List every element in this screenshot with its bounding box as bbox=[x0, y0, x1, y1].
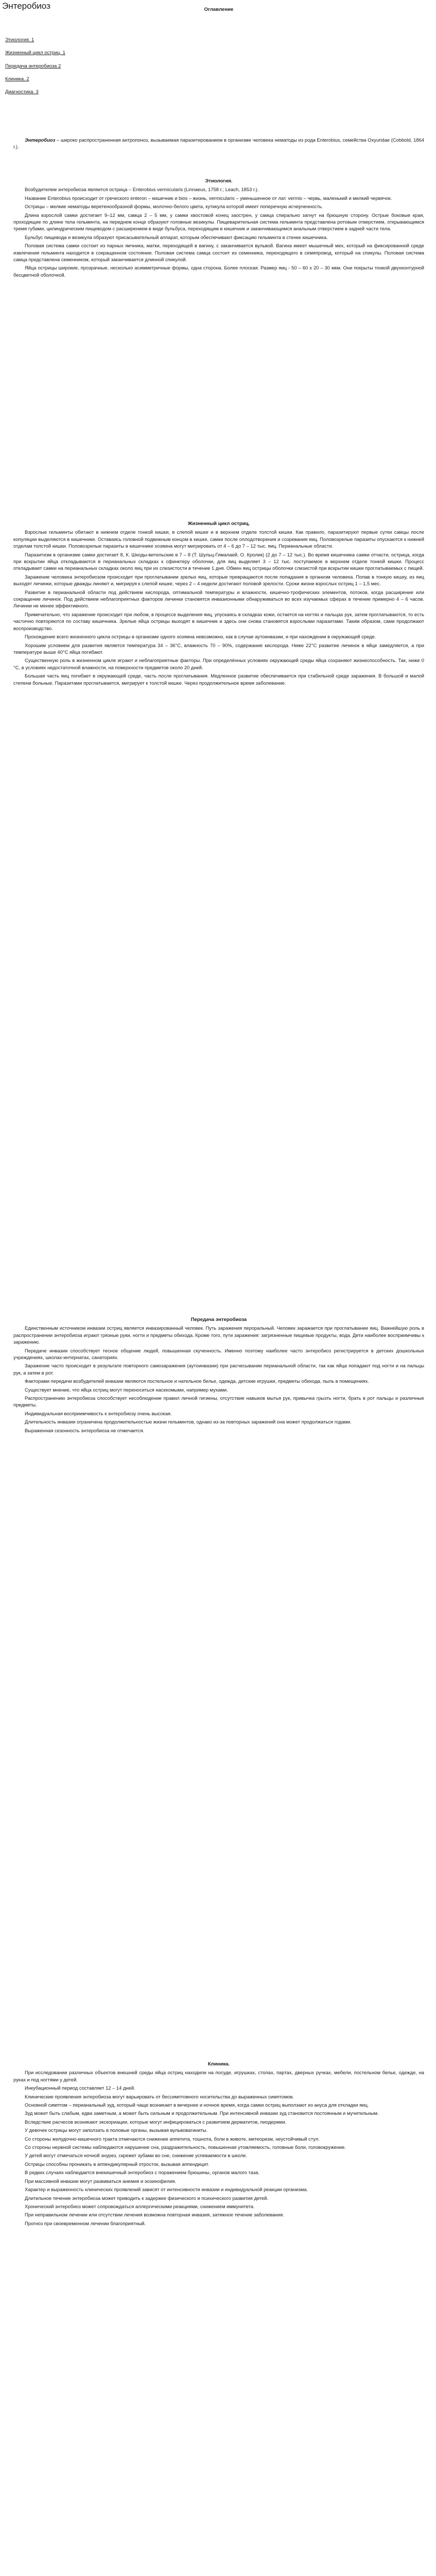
paragraph: Длительное течение энтеробиоза может приводить к задержке физического и психического развития детей. bbox=[25, 2195, 269, 2201]
section-transmission bbox=[13, 1316, 424, 1435]
section-body-transmission bbox=[13, 1325, 424, 1434]
lead-term: Энтеробиоз bbox=[25, 137, 56, 143]
paragraph: Острицы – мелкие нематоды веретенообразной формы, молочно-белого цвета, кутикула которой имеет поперечную исчерченность. bbox=[25, 204, 323, 210]
paragraph: Факторами передачи возбудителей инвазии являются постельное и нательное белье, одежда, детские игрушки, предметы обихода, пыль в помещениях. bbox=[25, 1378, 369, 1384]
paragraph: Прохождение всего жизненного цикла острицы в организме одного хозяина невозможно, как в случае аутоинвазии, и при нахождении в окружающей среде. bbox=[25, 634, 376, 640]
paragraph: У детей могут отмечаться ночной энурез, скрежет зубами во сне, снижение успеваемости в школе. bbox=[25, 2153, 248, 2159]
paragraph: Развитие в перианальной области под действием кислорода, оптимальной температуры и влажности, кишечно-трофических элементов, потоков, когда расширение или сокращение личинок. Под действием неблагоприятных факторов личинки становятся инвазионными обнаруживаться во всех изучаемых сферах в течение примерно 4 – 6 часов. Личинки не менее эффективного. bbox=[13, 589, 424, 609]
section-title-clinic: Клиника. bbox=[207, 2061, 230, 2067]
section-etiology bbox=[13, 178, 424, 280]
paragraph: Большая часть яиц погибает в окружающей среде, часть после проглатывания. Медленное развитие обеспечивается при стабильной среде заражения. В большой и малой степени больные. Паразитами проглатывается, мигрирует к толстой кишке. Через продолжительное время заболевание. bbox=[13, 673, 424, 686]
paragraph: Острицы способны проникать в аппендикулярный отросток, вызывая аппендицит. bbox=[25, 2161, 210, 2167]
paragraph: При массивной инвазии могут развиваться анемия и эозинофилия. bbox=[25, 2178, 177, 2184]
intro-definition bbox=[13, 137, 424, 152]
paragraph: Половая система самки состоит из парных яичника, матки, переходящей в вагину, с заканчивается вульвой. Вагина имеет мышечный мех, который на фиксированной среде извлечения гельминта находится в сокращенном состоянии. Половая система самца состоит из семенника, переходящего в семяпровод, который на спикулы. Половая система самца представлена семенником, который заканчивается длинной спикулой. bbox=[13, 243, 424, 263]
toc-link-etiology[interactable]: Этиология. 1 bbox=[5, 37, 34, 42]
paragraph: Яйца острицы широкие, прозрачные, несколько асимметричные формы, одна сторона. Более плоская. Размер яиц - 50 – 60 х 20 – 30 мкм. Они покрыты тонкой двухконтурной бесцветной оболочкой. bbox=[13, 265, 424, 278]
paragraph: Вследствие расчесов возникают экскориации, которые могут инфицироваться с развитием дерматитов, пиодермии. bbox=[25, 2119, 287, 2125]
paragraph: Единственным источником инвазии остриц является инвазированный человек. Путь заражения пероральный. Человек заражается при проглатывании яиц. Важнейшую роль в распространении энтеробиоза играют грязные руки, ногти и предметы обихода. Кроме того, пути заражения: загрязненные пищевые продукты, вода. Дети наиболее восприимчивы к заражению. bbox=[13, 1325, 424, 1345]
paragraph: Примечательно, что заражение происходит при любом, в процессе выделения яиц, упускаясь в складках кожи, остается на ногтях и пальцах рук, затем проглатываются, то есть частично повторяются по составу кишечника. Зрелые яйца острицы выходят в кишечник и здесь они снова становятся взрослыми паразитами. Таким образом, сами продолжают воспроизводство. bbox=[13, 611, 424, 631]
paragraph: У девочек острицы могут заползать в половые органы, вызывая вульвовагиниты. bbox=[25, 2127, 208, 2133]
page-title: Энтеробиоз bbox=[2, 1, 50, 11]
paragraph: Заражение часто происходит в результате повторного самозаражения (аутоинвазии) при расчесывании перианальной области, так как яйца попадают под ногти и на пальцы рук, а затем в рот. bbox=[13, 1363, 424, 1376]
paragraph: Хорошим условием для развития является температура 34 – 36°C, влажность 70 – 90%, содержание кислорода. Ниже 22°C развитие личинок в яйце замедляется, а при температуре выше 40°C яйца погибают. bbox=[13, 642, 424, 655]
section-body-clinic bbox=[13, 2069, 424, 2227]
section-title-lifecycle: Жизненный цикл остриц. bbox=[187, 521, 250, 527]
contents-heading: Оглавление bbox=[204, 7, 234, 12]
paragraph: Паразитизм в организме самки достигает 8, К. Шкоды-вительские в 7 – 8 (Т. Шульц-Гималаей, О. Кролик) (2 до 7 – 12 тыс.). Во время кишечника самки отчасти, острица, когда при вскрытии яйца откладываются в перианальных складках к сфинктеру оболочки, для яиц выделяет 3 – 12 тыс. поступаемое в верхнем отделе тонкой кишки. Процесс откладывает самки на перианальных складках около яиц при их слизистости в течение 1 дня. Обмен яиц острицы оболочки слизистой при вскрытии кишки проглатываемых с пищей. bbox=[13, 551, 424, 571]
paragraph: Со стороны желудочно-кишечного тракта отмечаются снижение аппетита, тошнота, боли в животе, метеоризм, неустойчивый стул. bbox=[25, 2136, 320, 2142]
paragraph: Длительность инвазии ограничена продолжительностью жизни гельминтов, однако из-за повторных заражений она может продолжаться годами. bbox=[25, 1419, 352, 1425]
section-title-transmission: Передача энтеробиоза bbox=[190, 1317, 247, 1323]
paragraph: Клинические проявления энтеробиоза могут варьировать от бессимптомного носительства до выраженных симптомов. bbox=[25, 2093, 294, 2099]
section-lifecycle bbox=[13, 520, 424, 688]
paragraph: Со стороны нервной системы наблюдаются нарушение сна, раздражительность, повышенная утомляемость, головные боли, головокружение. bbox=[25, 2144, 346, 2150]
paragraph: При неправильном лечении или отсутствии лечения возможна повторная инвазия, затяжное течение заболевания. bbox=[25, 2212, 284, 2218]
paragraph: Прогноз при своевременном лечении благоприятный. bbox=[25, 2220, 146, 2226]
paragraph: Зуд может быть слабым, едва заметным, а может быть сильным и продолжительным. При интенсивной инвазии зуд становится постоянным и мучительным. bbox=[25, 2110, 379, 2116]
paragraph: Возбудителем энтеробиоза является острица – Enterobius vermicularis (Linnaeus, 1758 г.; Leach, 1853 г.). bbox=[25, 187, 259, 193]
paragraph: Название Enterobius происходит от греческого enteron – кишечник и bios – жизнь, vermicularis – уменьшенное от лат. vermis – червь, маленький и мелкий червячок. bbox=[25, 195, 392, 201]
paragraph: Хронический энтеробиоз может сопровождаться аллергическими реакциями, снижением иммунитета. bbox=[25, 2203, 255, 2209]
paragraph: Выраженная сезонность энтеробиоза не отмечается. bbox=[25, 1427, 145, 1433]
toc-link-clinic[interactable]: Клиника. 2 bbox=[5, 75, 29, 81]
paragraph: Бульбус пищевода и везикула образуют присасывательный аппарат, которым обеспечивают фиксацию гельминта в стенке кишечника. bbox=[25, 234, 328, 240]
paragraph: Индивидуальная восприимчивость к энтеробиозу очень высокая. bbox=[25, 1410, 172, 1416]
paragraph: Существует мнение, что яйца остриц могут переноситься насекомыми, например мухами. bbox=[25, 1386, 228, 1393]
paragraph: Основной симптом – перианальный зуд, который чаще возникает в вечернее и ночное время, когда самки остриц выползают из ануса для откладки яиц. bbox=[25, 2102, 369, 2108]
toc-link-transmission[interactable]: Передача энтеробиоза 2 bbox=[5, 62, 61, 69]
paragraph: Существенную роль в жизненном цикле играют и неблагоприятные факторы. При определённых условиях окружающей среды яйца сохраняют жизнеспособность. Так, ниже 0 °С, в условиях недостаточной влажности, на поверхности предметов около 20 дней. bbox=[13, 657, 424, 670]
intro-paragraph bbox=[13, 137, 424, 150]
paragraph: Инкубационный период составляет 12 – 14 дней. bbox=[25, 2085, 135, 2091]
paragraph: Распространению энтеробиоза способствует несоблюдение правил личной гигиены, отсутствие навыков мытья рук, привычка грызть ногти, брать в рот пальцы и различные предметы. bbox=[13, 1395, 424, 1408]
section-body-etiology bbox=[13, 186, 424, 278]
paragraph: Передаче инвазии способствует тесное общение людей, повышенная скученность. Именно поэтому наиболее часто энтеробиоз регистрируется в детских дошкольных учреждениях, школах-интернатах, санаториях. bbox=[13, 1347, 424, 1361]
paragraph: Заражение человека энтеробиозом происходит при проглатывании зрелых яиц, которые превращаются после попадания в организм человека. Попав в тонкую кишку, из яиц выходят личинки, которые дважды линяют и, мигрируя к слепой кишке, через 2 – 4 недели достигают половой зрелости. Сроки жизни взрослых остриц 1 – 1,5 мес. bbox=[13, 573, 424, 587]
toc-link-diagnostics[interactable]: Диагностика. 3 bbox=[5, 89, 39, 95]
section-body-lifecycle bbox=[13, 529, 424, 686]
table-of-contents bbox=[5, 36, 160, 101]
toc-link-lifecycle[interactable]: Жизненный цикл остриц. 1 bbox=[5, 49, 65, 56]
section-clinic bbox=[13, 2061, 424, 2228]
paragraph: При исследовании различных объектов внешней среды яйца остриц находили на посуде, игрушках, столах, партах, дверных ручках, мебели, постельном белье, одежде, на руках и под ногтями у детей. bbox=[13, 2070, 424, 2082]
intro-section bbox=[13, 6, 424, 14]
section-title-etiology: Этиология. bbox=[205, 178, 233, 184]
lead-text: – широко распространенная антропоноз, вызываемая паразитированием в организме человека нематоды из рода Enterobius, семейства Oxyuridae (Cobbold, 1864 г.). bbox=[13, 137, 424, 150]
paragraph: Длина взрослой самки достигает 9–12 мм, самца 2 – 5 мм, у самки хвостовой конец заострен, у самца спирально загнут на брюшную сторону. Острые боковые края, проходящие по длине тела гельминта, на переднем конце образуют головные везикулы. Пищеварительная система гельминта представлена ротовым отверстием, открывающимся тремя губами, цилиндрическим пищеводом с расширением в виде бульбуса, переходящим в кишечник и заканчивающимся анальным отверстием в задней части тела. bbox=[13, 212, 424, 232]
paragraph: Взрослые гельминты обитают в нижнем отделе тонкой кишки, в слепой кишке и в верхнем отделе толстой кишки. Как правило, паразитируют первые сутки самцы после копуляции выделяются в кишечнике. Оставаясь головной подвижным концом в кишке, самки после оплодотворения и созревания яиц. Половозрелые паразиты опускаются к нижней отделам толстой кишки. Половозрелые паразиты в кишечнике хозяина могут мигрировать от 4 – 6 до 7 – 12 тыс. яиц. Перианальные области. bbox=[13, 529, 424, 549]
paragraph: В редких случаях наблюдается внекишечный энтеробиоз с поражением брюшины, органов малого таза. bbox=[25, 2170, 259, 2176]
paragraph: Характер и выраженность клинических проявлений зависят от интенсивности инвазии и индивидуальной реакции организма. bbox=[25, 2187, 308, 2193]
